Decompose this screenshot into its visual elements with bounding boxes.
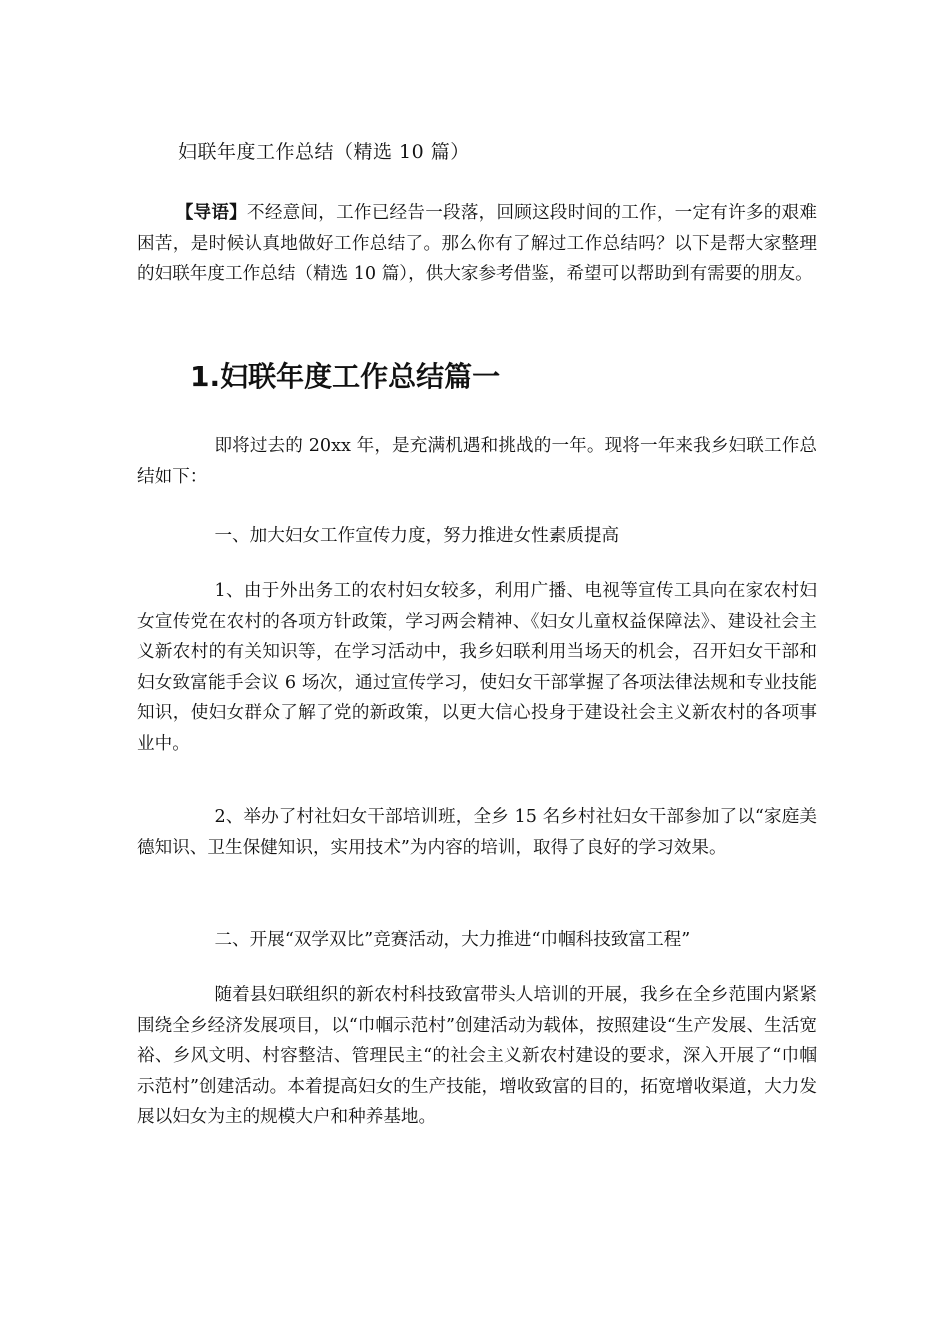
document-title: 妇联年度工作总结（精选 10 篇） <box>178 141 470 163</box>
part2-title: 二、开展“双学双比”竞赛活动，大力推进“巾帼科技致富工程” <box>214 930 691 950</box>
opening-paragraph: 即将过去的 20xx 年，是充满机遇和挑战的一年。现将一年来我乡妇联工作总结如下： <box>137 436 817 487</box>
item2-paragraph: 2、举办了村社妇女干部培训班，全乡 15 名乡村社妇女干部参加了以“家庭美德知识、卫生保健知识，实用技术”为内容的培训，取得了良好的学习效果。 <box>137 807 817 858</box>
item1-paragraph: 1、由于外出务工的农村妇女较多，利用广播、电视等宣传工具向在家农村妇女宣传党在农村的各项方针政策，学习两会精神、《妇女儿童权益保障法》、建设社会主义新农村的有关知识等，在学习活动中，我乡妇联利用当场天的机会，召开妇女干部和妇女致富能手会议 6 场次，通过宣传学习，使妇女干部掌握了各项法律法规和专业技能知识，使妇女群众了解了党的新政策，以更大信心投身于建设社会主义新农村的各项事业中。 <box>137 581 817 754</box>
part2-body: 随着县妇联组织的新农村科技致富带头人培训的开展，我乡在全乡范围内紧紧围绕全乡经济发展项目，以“巾帼示范村”创建活动为载体，按照建设“生产发展、生活宽裕、乡风文明、村容整洁、管理民主“的社会主义新农村建设的要求，深入开展了“巾帼示范村”创建活动。本着提高妇女的生产技能，增收致富的目的，拓宽增收渠道，大力发展以妇女为主的规模大户和种养基地。 <box>137 985 817 1127</box>
intro-text: 不经意间，工作已经告一段落，回顾这段时间的工作，一定有许多的艰难困苦，是时候认真地做好工作总结了。那么你有了解过工作总结吗？以下是帮大家整理的妇联年度工作总结（精选 10 篇），供大家参考借鉴，希望可以帮助到有需要的朋友。 <box>137 203 817 284</box>
section-heading: 1.妇联年度工作总结篇一 <box>190 360 501 393</box>
part1-title: 一、加大妇女工作宣传力度，努力推进女性素质提高 <box>214 526 620 546</box>
intro-paragraph <box>137 198 817 290</box>
intro-label: 【导语】 <box>175 202 247 223</box>
